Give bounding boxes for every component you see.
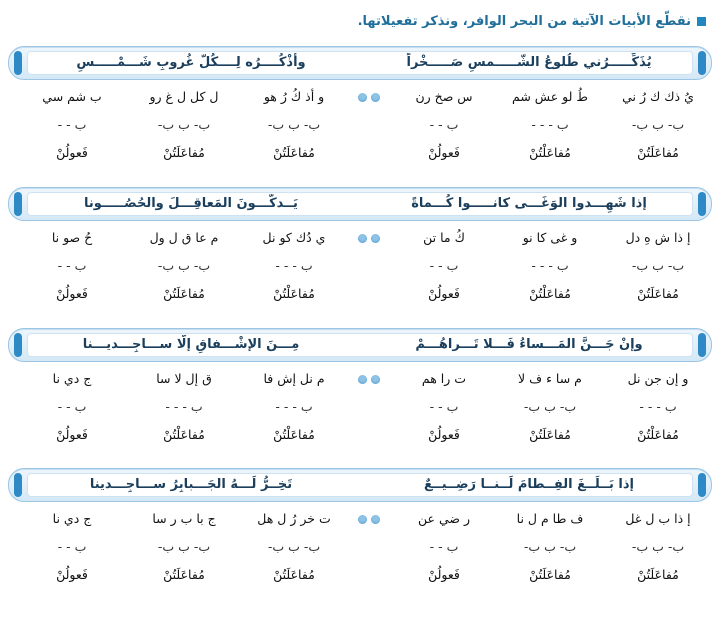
scansion-cell: ب - - — [429, 399, 459, 414]
bar-cap-left — [14, 192, 22, 216]
hemistich-separator — [358, 234, 380, 244]
scansion-row — [8, 255, 712, 277]
hemistich-separator — [358, 93, 380, 103]
feet-row — [8, 142, 712, 164]
verse-bar — [8, 468, 712, 502]
foot-cell: مُفاعَلَتُنْ — [163, 567, 205, 582]
scansion-cell: ب - - — [429, 117, 459, 132]
hemistich-separator — [358, 375, 380, 385]
scansion-cell: ب - - — [57, 539, 87, 554]
bar-cap-right — [698, 333, 706, 357]
feet-row — [8, 283, 712, 305]
dot-icon — [358, 93, 367, 102]
scansion-cell: ب - - - — [531, 117, 569, 132]
verse-bar — [8, 328, 712, 362]
scansion-cell: ب- ب ب- — [631, 258, 685, 273]
verse-block-3 — [8, 328, 712, 454]
foot-cell: فَعولُنْ — [56, 145, 88, 160]
verse-bar — [8, 46, 712, 80]
foot-cell: فَعولُنْ — [56, 567, 88, 582]
bar-cap-right — [698, 473, 706, 497]
dot-icon — [358, 234, 367, 243]
second-hemistich: تَخِــرُّ لَـــهُ الجَـــبابِرُ ســـاجِـــدينا — [89, 477, 293, 492]
foot-cell: مُفاعَلَتُنْ — [163, 286, 205, 301]
scansion-cell: ب - - — [57, 117, 87, 132]
scansion-cell: ب- ب ب- — [157, 539, 211, 554]
second-hemistich: وأذْكُــــرُه لِــــكُلّ غُروبِ شَـــمْـــــسِ — [76, 55, 306, 70]
first-hemistich: إذا شَهِـــدوا الوَغَـــى كانـــــوا كُـــماةً — [411, 196, 647, 211]
syllable-cell: ج با ب ر سا — [152, 511, 216, 526]
second-hemistich: مِـــنَ الإشْـــفاقِ إلّا ســـاجِـــديـــنا — [82, 337, 300, 352]
syllable-cell: ي دُك كو نل — [262, 230, 326, 245]
instruction-text: نقطّع الأبيات الآتية من البحر الوافر، ونذكر تفعيلاتها. — [357, 13, 691, 29]
bar-cap-left — [14, 473, 22, 497]
verse-block-4 — [8, 468, 712, 594]
syllable-cell: م سا ء ف لا — [518, 371, 582, 386]
syllable-cell: ت را هم — [421, 371, 467, 386]
syllable-cell: و أذ كُ رُ هو — [263, 89, 325, 104]
scansion-cell: ب - - - — [531, 258, 569, 273]
dot-icon — [358, 375, 367, 384]
first-hemistich: يُذَكِّـــــرُني طُلوعُ الشّـــــمسِ صَـــــخْراً — [406, 55, 652, 70]
square-bullet-icon — [697, 17, 706, 26]
syllable-cell: إ ذا ش هِ دل — [625, 230, 691, 245]
foot-cell: مُفاعَلَتُنْ — [637, 145, 679, 160]
syllable-cell: ق إل لا سا — [156, 371, 212, 386]
scansion-cell: ب- ب ب- — [157, 117, 211, 132]
syllable-cell: كُ ما تن — [423, 230, 465, 245]
verse-bar — [8, 187, 712, 221]
scansion-cell: ب- ب ب- — [267, 539, 321, 554]
dot-icon — [371, 93, 380, 102]
scansion-cell: ب - - — [429, 539, 459, 554]
dot-icon — [358, 515, 367, 524]
foot-cell: مُفاعَلْتُنْ — [273, 427, 315, 442]
syllable-cell: يُ ذك ك رُ ني — [622, 89, 694, 104]
syllable-cell: ف طا م ل نا — [516, 511, 584, 526]
foot-cell: مُفاعَلَتُنْ — [637, 567, 679, 582]
foot-cell: فَعولُنْ — [428, 427, 460, 442]
scansion-cell: ب - - — [57, 399, 87, 414]
syllable-cell: إ ذا ب ل غل — [625, 511, 691, 526]
syllable-cell: ب شم سي — [42, 89, 102, 104]
first-hemistich: وإنْ جَـــنَّ المَـــساءُ فَـــلا تَـــراهُـــمْ — [415, 337, 643, 352]
syllable-cell: ج دي نا — [52, 511, 92, 526]
foot-cell: مُفاعَلَتُنْ — [163, 145, 205, 160]
foot-cell: فَعولُنْ — [428, 145, 460, 160]
foot-cell: مُفاعَلْتُنْ — [163, 427, 205, 442]
scansion-cell: ب - - - — [275, 258, 313, 273]
scansion-cell: ب- ب ب- — [631, 539, 685, 554]
foot-cell: مُفاعَلَتُنْ — [273, 145, 315, 160]
syllable-cell: حُ صو نا — [51, 230, 93, 245]
syllable-cell: ج دي نا — [52, 371, 92, 386]
feet-row — [8, 564, 712, 586]
scansion-cell: ب - - — [429, 258, 459, 273]
hemistich-separator — [358, 515, 380, 525]
scansion-cell: ب- ب ب- — [157, 258, 211, 273]
verse-block-1 — [8, 46, 712, 172]
syllable-cell: م نل إش فا — [263, 371, 325, 386]
scansion-row — [8, 114, 712, 136]
foot-cell: فَعولُنْ — [428, 286, 460, 301]
foot-cell: مُفاعَلَتُنْ — [529, 427, 571, 442]
scansion-row — [8, 396, 712, 418]
foot-cell: مُفاعَلْتُنْ — [273, 286, 315, 301]
dot-icon — [371, 375, 380, 384]
scansion-cell: ب - - — [57, 258, 87, 273]
foot-cell: مُفاعَلْتُنْ — [529, 286, 571, 301]
scansion-cell: ب - - - — [165, 399, 203, 414]
first-hemistich: إذا بَــلَــغَ الفِــطامَ لَــنــا رَضِــيــعٌ — [423, 477, 635, 492]
scansion-cell: ب- ب ب- — [523, 539, 577, 554]
foot-cell: فَعولُنْ — [56, 427, 88, 442]
syllable-cell: و غى كا نو — [522, 230, 578, 245]
scansion-cell: ب - - - — [639, 399, 677, 414]
foot-cell: مُفاعَلَتُنْ — [529, 567, 571, 582]
bar-cap-left — [14, 333, 22, 357]
bar-cap-right — [698, 51, 706, 75]
dot-icon — [371, 515, 380, 524]
scansion-cell: ب - - - — [275, 399, 313, 414]
bar-cap-left — [14, 51, 22, 75]
scansion-cell: ب- ب ب- — [267, 117, 321, 132]
second-hemistich: يَــدكُّـــونَ المَعاقِـــلَ والحُصُـــــونا — [84, 196, 298, 211]
scansion-cell: ب- ب ب- — [523, 399, 577, 414]
foot-cell: فَعولُنْ — [56, 286, 88, 301]
syllable-cell: م عا ق ل ول — [149, 230, 219, 245]
foot-cell: مُفاعَلْتُنْ — [529, 145, 571, 160]
foot-cell: مُفاعَلَتُنْ — [273, 567, 315, 582]
verse-block-2 — [8, 187, 712, 313]
syllable-cell: ت خر رُ ل هل — [257, 511, 331, 526]
syllable-cell: ر ضي عن — [418, 511, 470, 526]
scansion-row — [8, 536, 712, 558]
foot-cell: مُفاعَلَتُنْ — [637, 286, 679, 301]
syllable-cell: طُ لو عش شم — [512, 89, 588, 104]
syllable-cell: و إن جن نل — [627, 371, 689, 386]
foot-cell: فَعولُنْ — [428, 567, 460, 582]
instruction-line — [10, 10, 706, 32]
syllable-cell: س صخ رن — [415, 89, 473, 104]
scansion-cell: ب- ب ب- — [631, 117, 685, 132]
foot-cell: مُفاعَلْتُنْ — [637, 427, 679, 442]
dot-icon — [371, 234, 380, 243]
feet-row — [8, 424, 712, 446]
syllable-cell: ل كل ل غ رو — [149, 89, 219, 104]
bar-cap-right — [698, 192, 706, 216]
